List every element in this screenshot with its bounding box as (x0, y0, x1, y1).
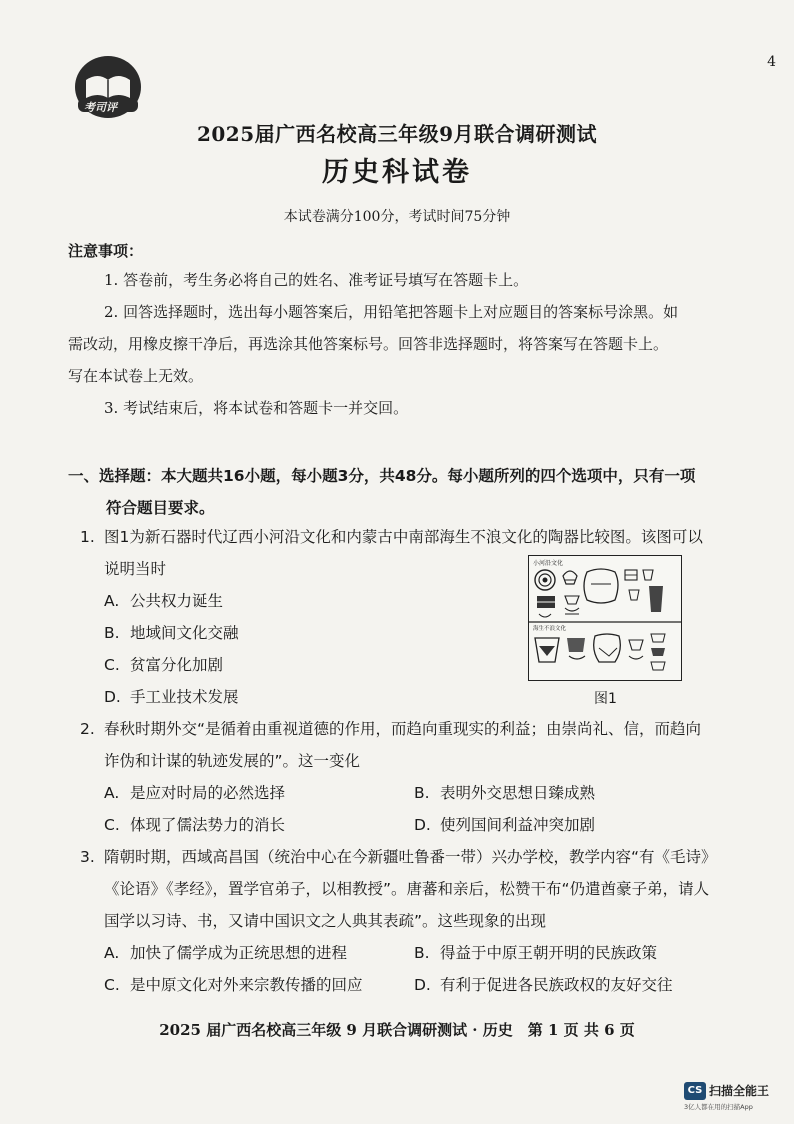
note-line: 3. 考试结束后，将本试卷和答题卡一并交回。 (104, 399, 409, 417)
exam-info: 本试卷满分100分，考试时间75分钟 (283, 209, 511, 225)
option-a[interactable]: A. 公共权力诞生 (104, 592, 224, 610)
scanner-subtitle: 3亿人都在用的扫描App (684, 1103, 753, 1111)
section-heading-line: 一、选择题：本大题共16小题，每小题3分，共48分。每小题所列的四个选项中，只有一项 (68, 467, 696, 485)
note-line: 2. 回答选择题时，选出每小题答案后，用铅笔把答题卡上对应题目的答案标号涂黑。如 (104, 303, 679, 321)
question-number: 3. (80, 848, 95, 866)
option-a[interactable]: A. 是应对时局的必然选择 (104, 784, 286, 802)
exam-title: 2025届广西名校高三年级9月联合调研测试 (196, 122, 598, 146)
question-number: 1. (80, 528, 95, 546)
logo-text: 考司评 (84, 101, 117, 114)
section-heading (68, 460, 748, 524)
subject-title: 历史科试卷 (322, 157, 472, 188)
option-a[interactable]: A. 加快了儒学成为正统思想的进程 (104, 944, 348, 962)
option-d[interactable]: D. 使列国间利益冲突加剧 (414, 816, 596, 834)
option-d[interactable]: D. 有利于促进各民族政权的友好交往 (414, 976, 673, 994)
option-d[interactable]: D. 手工业技术发展 (104, 688, 239, 706)
note-line: 需改动，用橡皮擦干净后，再选涂其他答案标号。回答非选择题时，将答案写在答题卡上。 (68, 335, 669, 353)
notes-title: 注意事项： (68, 242, 144, 260)
panel-label-top: 小河沿文化 (533, 560, 564, 567)
question-text: 说明当时 (104, 560, 167, 578)
question-number: 2. (80, 720, 95, 738)
pottery-drawings (529, 556, 681, 680)
scanner-name: 扫描全能王 (709, 1084, 770, 1098)
question-text: 隋朝时期，西域高昌国（统治中心在今新疆吐鲁番一带）兴办学校，教学内容“有《毛诗》 (104, 848, 717, 866)
page-footer: 2025 届广西名校高三年级 9 月联合调研测试 · 历史 第 1 页 共 6 页 (159, 1021, 635, 1039)
pottery-comparison-figure (528, 555, 682, 681)
option-c[interactable]: C. 是中原文化对外来宗教传播的回应 (104, 976, 363, 994)
scanner-watermark (684, 1080, 770, 1111)
note-line: 写在本试卷上无效。 (68, 367, 204, 385)
question-text: 国学以习诗、书，又请中国识文之人典其表疏”。这些现象的出现 (104, 912, 547, 930)
question-text: 图1为新石器时代辽西小河沿文化和内蒙古中南部海生不浪文化的陶器比较图。该图可以 (104, 528, 703, 546)
option-b[interactable]: B. 表明外交思想日臻成熟 (414, 784, 596, 802)
question-text: 诈伪和计谋的轨迹发展的”。这一变化 (104, 752, 361, 770)
option-c[interactable]: C. 贫富分化加剧 (104, 656, 224, 674)
option-c[interactable]: C. 体现了儒法势力的消长 (104, 816, 286, 834)
note-line: 1. 答卷前，考生务必将自己的姓名、准考证号填写在答题卡上。 (104, 271, 529, 289)
exam-logo (72, 54, 150, 120)
page-number: 4 (767, 54, 776, 70)
option-b[interactable]: B. 得益于中原王朝开明的民族政策 (414, 944, 658, 962)
scanner-logo-icon: CS (684, 1082, 706, 1100)
panel-label-bottom: 海生不浪文化 (533, 626, 567, 632)
option-b[interactable]: B. 地域间文化交融 (104, 624, 239, 642)
figure-caption: 图1 (594, 691, 617, 707)
section-heading-line: 符合题目要求。 (106, 499, 215, 517)
question-text: 春秋时期外交“是循着由重视道德的作用，而趋向重现实的利益；由崇尚礼、信，而趋向 (104, 720, 702, 738)
question-text: 《论语》《孝经》，置学官弟子，以相教授”。唐蕃和亲后，松赞干布“仍遣酋豪子弟，请人 (104, 880, 710, 898)
